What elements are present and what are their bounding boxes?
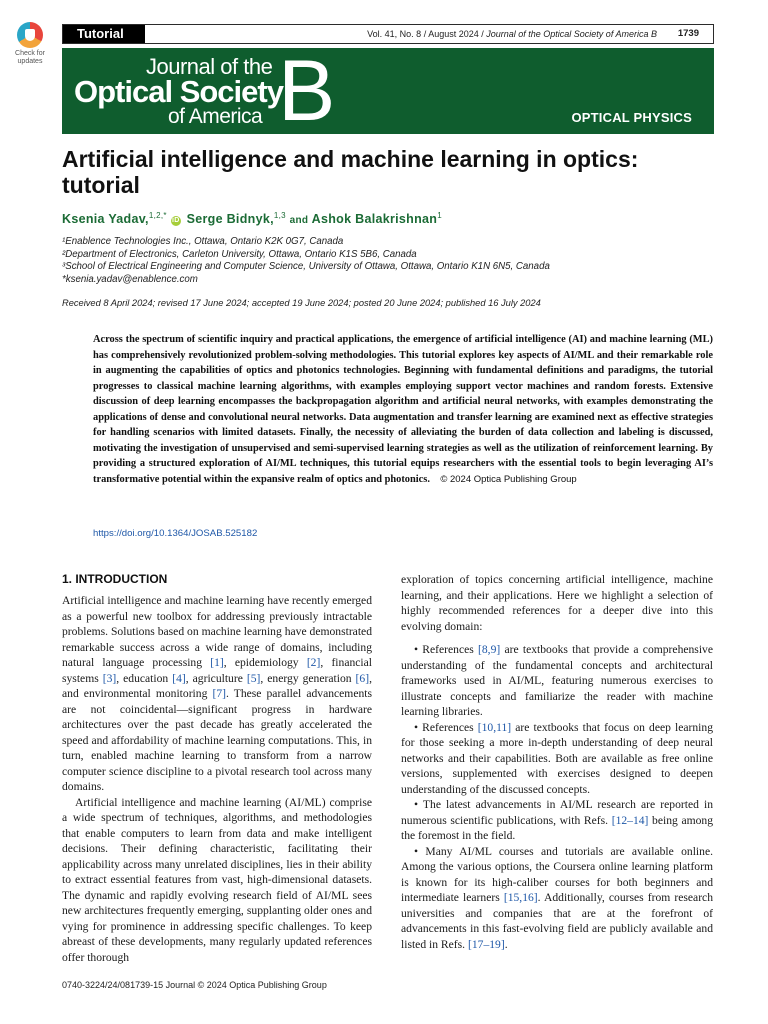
author-2[interactable]: Serge Bidnyk, [186, 212, 274, 227]
citation-link[interactable]: [12–14] [611, 813, 649, 827]
abstract [93, 332, 713, 487]
author-conjunction: and [289, 215, 309, 227]
bullet-item-3: • The latest advancements in AI/ML research are reported in numerous scientific publications, with Refs. [12–14] being among the foremost in the field. [401, 798, 713, 842]
citation-link[interactable]: [17–19] [467, 937, 505, 951]
journal-logo-letter: B [278, 43, 334, 139]
author-list: Ksenia Yadav,$^{1,2,*}$iD Serge Bidnyk,$^{1,3}$ and Ashok Balakrishnan$^1$ [62, 211, 442, 227]
section-heading: 1. INTRODUCTION [62, 572, 168, 586]
bullet-item-1: • References [8,9] are textbooks that provide a comprehensive understanding of the fundamental concepts and architectural frameworks used in AI/ML, featuring numerous exercises to illustrate concepts and familiarize the reader with machine learning libraries. [401, 643, 713, 718]
citation-link[interactable]: [2] [306, 656, 321, 669]
check-for-updates-badge[interactable] [10, 22, 50, 70]
author-3[interactable]: Ashok Balakrishnan [311, 212, 438, 227]
journal-logo-line1: Journal of the [146, 54, 273, 79]
citation-link[interactable]: [8,9] [478, 643, 501, 656]
left-column [62, 571, 372, 965]
bullet-item-2: • References [10,11] are textbooks that focus on deep learning for those seeking a more in-depth understanding of deep neural networks and their capabilities. Both are available as free online versions, supplemented with exercises designed to deepen understanding of the discussed concepts. [401, 720, 713, 796]
page-number: 1739 [677, 28, 699, 39]
citation-link[interactable]: [1] [210, 656, 224, 669]
copyright-notice: © 2024 Optica Publishing Group [440, 473, 577, 485]
affiliations [62, 236, 702, 286]
intro-paragraph-1: Artificial intelligence and machine learning have recently emerged as a powerful new toolbox for addressing previously intractable problems. Solutions based on machine learning have demonstrated remarkable success across a wide range of domains, including natural language processing [1], epidemiology [2], financial systems [3], education [4], agriculture [5], energy generation [6], and environmental monitoring [7]. These parallel advancements are not coincidental—significant progress in hardware architectures over the past decade has greatly accelerated the speed and affordability of machine learning computations. This, in turn, enabled machine learning to transform from a narrow computer science discipline to a pivotal research tool across many domains. [62, 594, 372, 793]
publication-history: Received 8 April 2024; revised 17 June 2024; accepted 19 June 2024; posted 20 June 2024; published 16 July 2024 [62, 298, 541, 308]
citation-link[interactable]: [15,16] [503, 891, 538, 904]
corresponding-email[interactable]: *ksenia.yadav@enablence.com [62, 273, 198, 285]
footer-issn: 0740-3224/24/081739-15 Journal © 2024 Optica Publishing Group [62, 980, 327, 990]
affiliation-1: ¹Enablence Technologies Inc., Ottawa, Ontario K2K 0G7, Canada [62, 236, 344, 247]
affiliation-2: ²Department of Electronics, Carleton University, Ottawa, Ontario K1S 5B6, Canada [62, 248, 417, 260]
citation-link[interactable]: [10,11] [477, 720, 512, 734]
intro-paragraph-2: Artificial intelligence and machine learning (AI/ML) comprise a wide spectrum of techniques, algorithms, and methodologies that enable computers to learn from data and make intelligent decisions. Their defining characteristic, facilitating their applicability across many unrelated disciplines, lies in their ability to extract essential features from vast, high-dimensional datasets. The dynamic and rapidly evolving research field of AI/ML sees new architectures frequently emerging, supplanting older ones and vying for prominence in addressing specific challenges. To keep abreast of these developments, many regularly updated references offer thorough [62, 795, 372, 964]
running-header [62, 24, 714, 44]
doi-link[interactable]: https://doi.org/10.1364/JOSAB.525182 [93, 528, 258, 539]
journal-banner [62, 43, 714, 139]
check-for-updates-label: Check for updates [15, 50, 45, 65]
intro-paragraph-3: exploration of topics concerning artificial intelligence, machine learning, and their applications. Here we highlight a selection of highly recommended references for a deeper dive into this evolving domain: [401, 573, 713, 633]
citation-link[interactable]: [5] [246, 671, 261, 685]
journal-logo-line3: of America [168, 105, 263, 128]
citation-link[interactable]: [7] [212, 687, 226, 700]
journal-logo-line2: Optical Society [74, 74, 283, 109]
section-label: Tutorial [63, 25, 145, 43]
citation-link[interactable]: [6] [355, 671, 370, 685]
right-column [401, 572, 713, 952]
article-title: Artificial intelligence and machine learning in optics: tutorial [62, 146, 639, 198]
journal-name: Journal of the Optical Society of America B [486, 29, 657, 39]
affiliation-3: ³School of Electrical Engineering and Computer Science, University of Ottawa, Ottawa, Ontario K1N 6N5, Canada [62, 261, 550, 273]
bullet-item-4: • Many AI/ML courses and tutorials are available online. Among the various options, the Coursera online learning platform is known for its high-caliber courses for both beginners and intermediate learners [15,16]. Additionally, courses from research universities and companies that are at the forefront of advancements in this fast-evolving field are publicly available and listed in Refs. [17–19]. [401, 844, 713, 951]
citation-link[interactable]: [3] [102, 671, 117, 685]
crossmark-icon [17, 22, 43, 48]
author-1[interactable]: Ksenia Yadav, [62, 212, 149, 227]
orcid-icon[interactable]: iD [171, 217, 180, 225]
abstract-text: Across the spectrum of scientific inquiry and practical applications, the emergence of artificial intelligence (AI) and machine learning (ML) has comprehensively revolutionized problem-solving methodologies. This tutorial explores key aspects of AI/ML and their remarkable role in augmenting the capabilities of optics and photonics technologies. Beginning with fundamental definitions and paradigms, the tutorial progresses to classical machine learning algorithms, with examples employing support vector machines and random forests. Extensive discussion of deep learning encompasses the backpropagation algorithm and artificial neural networks, with examples demonstrating the applications of dense and convolutional neural networks. Data augmentation and transfer learning are examined next as effective strategies for handling scenarios with limited datasets. Finally, the necessity of alleviating the burden of data collection and labeling is discussed, motivating the investigation of unsupervised and semi-supervised learning strategies as well as the utilization of reinforcement learning. By providing a structured exploration of AI/ML techniques, this tutorial equips researchers with the essential tools to begin leveraging AI’s transformative potential within the expansive realm of optics and photonics. [93, 334, 713, 485]
volume-info: Vol. 41, No. 8 / August 2024 / Journal of the Optical Society of America B [367, 29, 657, 39]
category-label: OPTICAL PHYSICS [571, 110, 692, 125]
citation-link[interactable]: [4] [172, 671, 186, 685]
